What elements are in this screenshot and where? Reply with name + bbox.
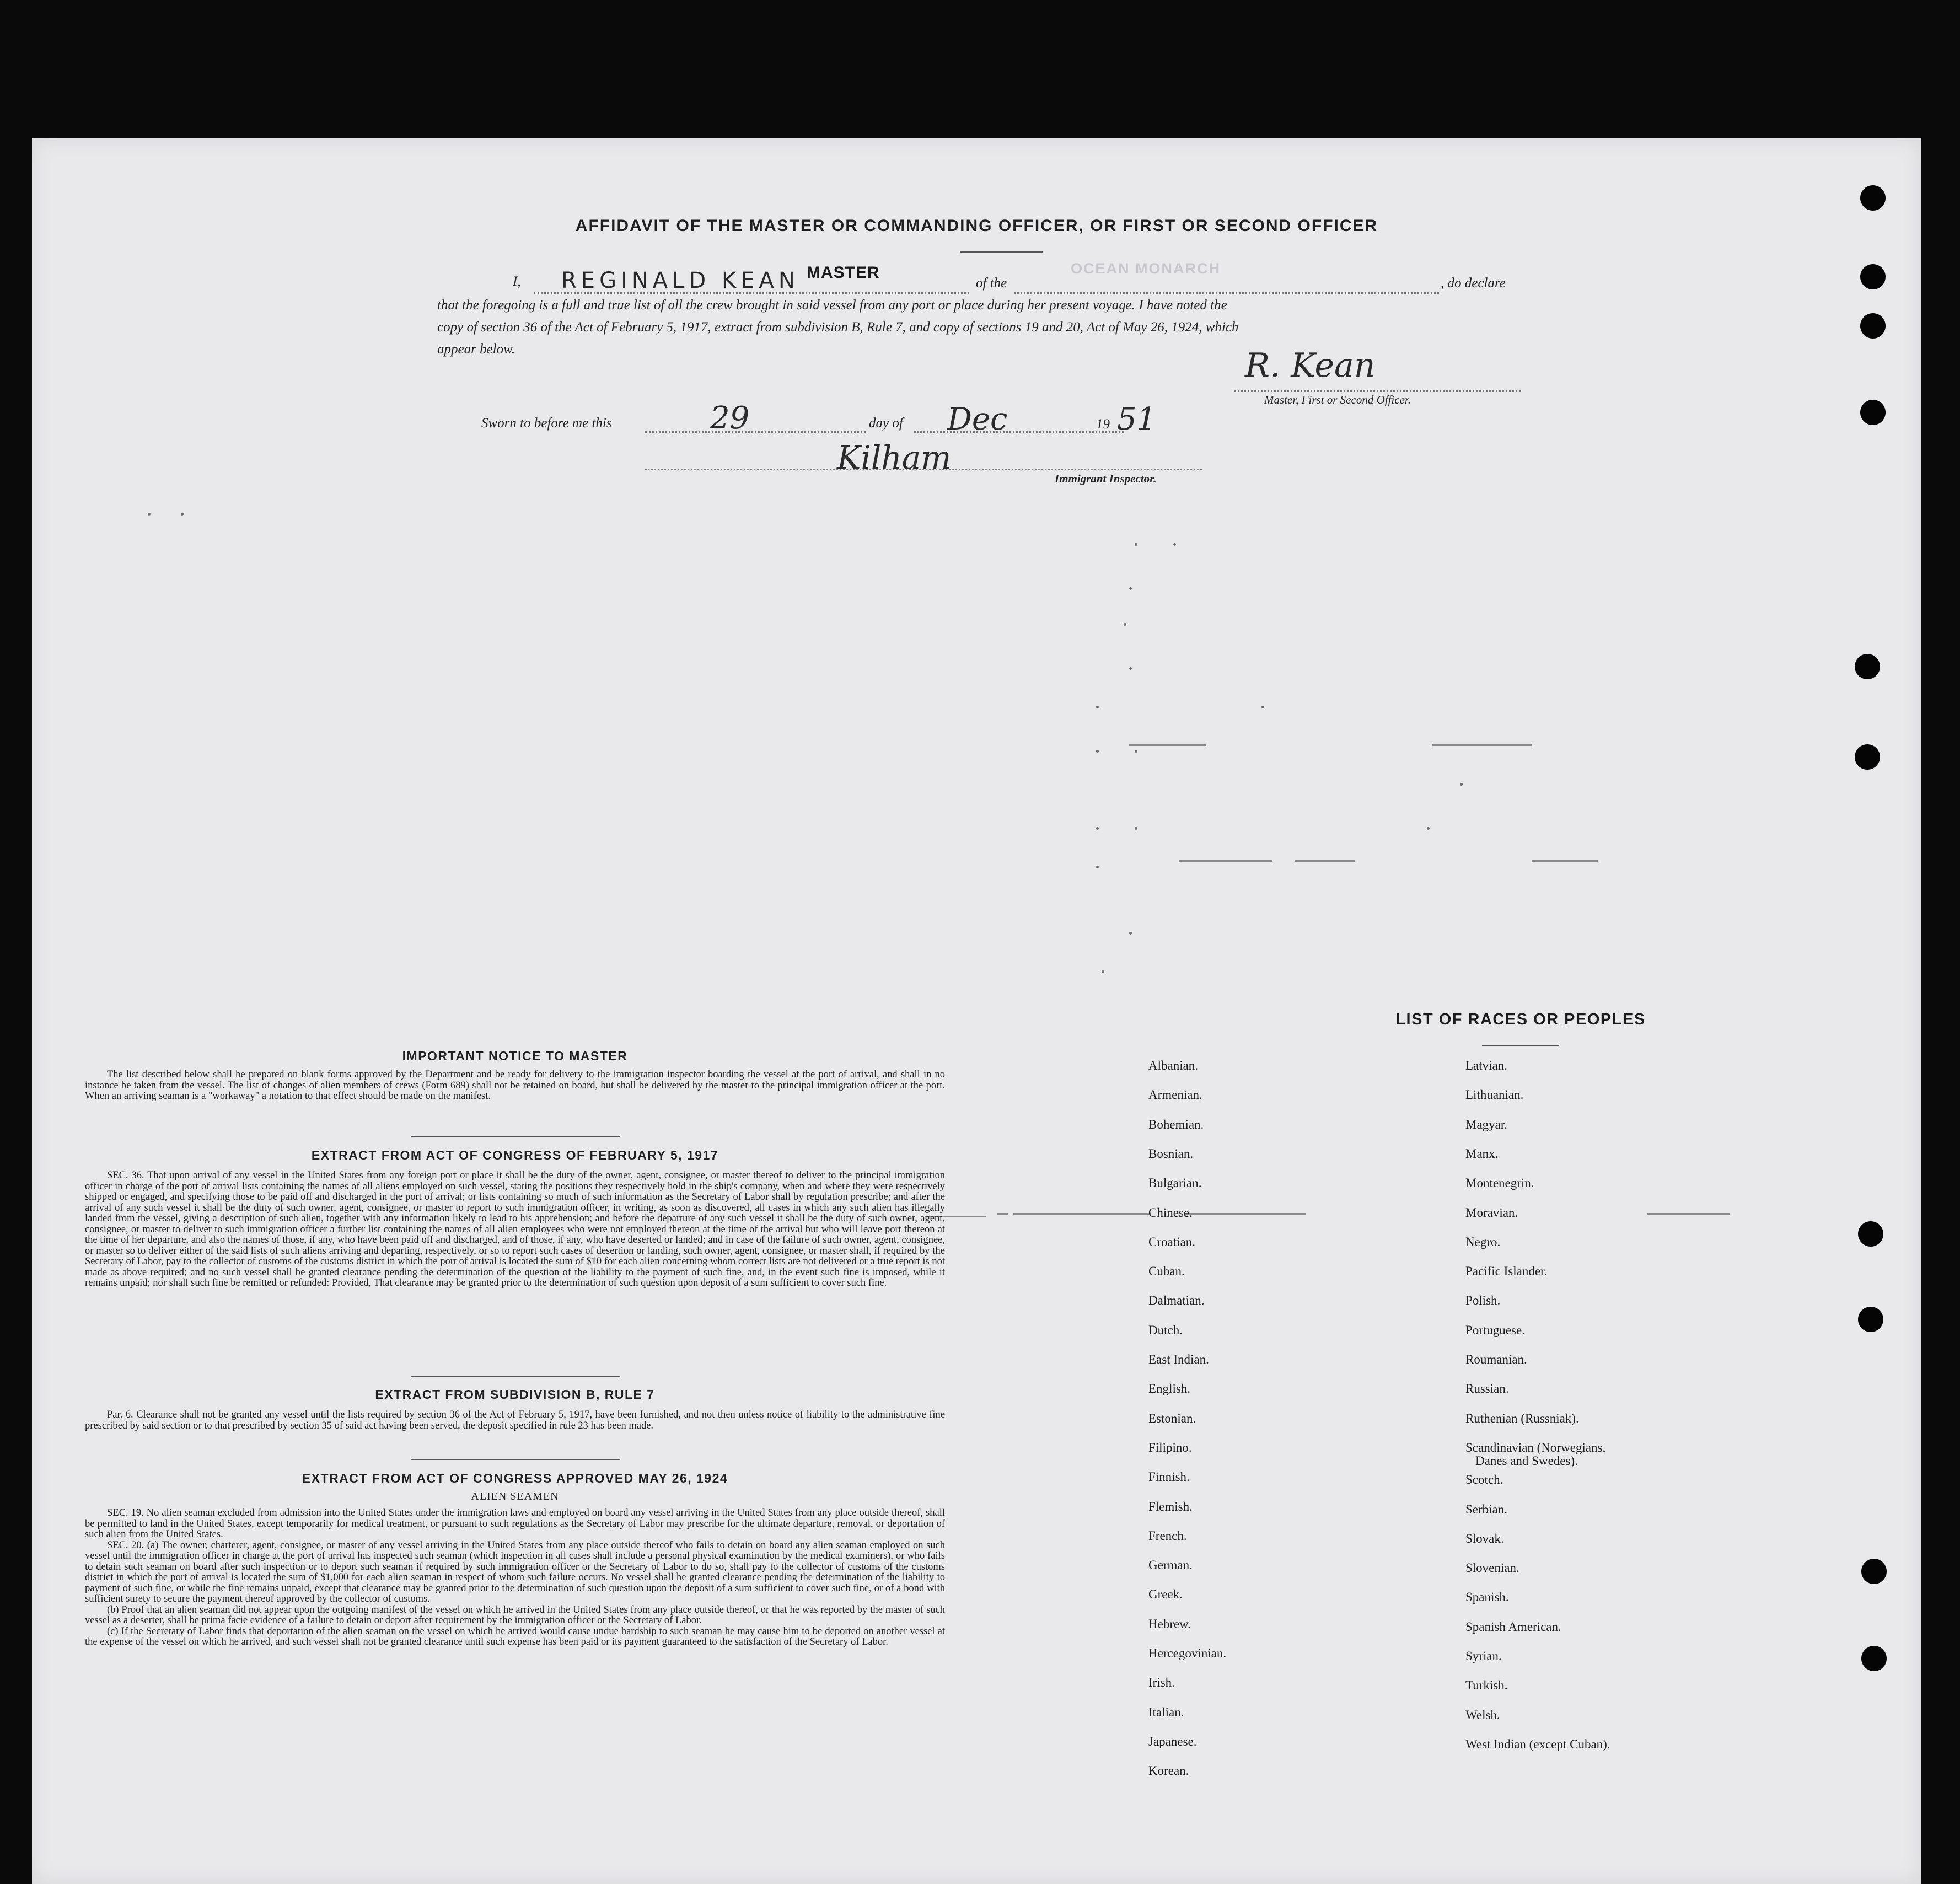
name-dotline	[534, 292, 969, 294]
punch-hole	[1860, 400, 1886, 425]
race-item: Manx.	[1465, 1146, 1499, 1161]
month-dotline	[914, 431, 1124, 433]
race-item: Serbian.	[1465, 1502, 1508, 1516]
bleed-dash	[1129, 744, 1206, 746]
race-item: Croatian.	[1148, 1234, 1195, 1249]
extract-rule7-title: EXTRACT FROM SUBDIVISION B, RULE 7	[375, 1387, 655, 1402]
extract-1924-text	[85, 1508, 945, 1648]
race-item: Dutch.	[1148, 1323, 1183, 1337]
year-prefix: 19	[1096, 417, 1110, 432]
year-suffix: 51	[1117, 401, 1157, 437]
speck	[148, 513, 151, 516]
signature-dotline	[1234, 390, 1521, 392]
affidavit-title: AFFIDAVIT OF THE MASTER OR COMMANDING OFFICER, OR FIRST OR SECOND OFFICER	[575, 217, 1378, 235]
race-item: Korean.	[1148, 1764, 1189, 1778]
bleed-dash	[997, 1213, 1008, 1215]
race-item: Scotch.	[1465, 1473, 1503, 1487]
race-item: Cuban.	[1148, 1264, 1185, 1279]
race-item: German.	[1148, 1558, 1193, 1572]
punch-hole	[1861, 1559, 1887, 1584]
race-item: Armenian.	[1148, 1088, 1202, 1102]
sec20b-paragraph: (b) Proof that an alien seaman did not appear upon the outgoing manifest of the vessel on which he arrived in the United States from any place outside thereof, or that he was reported by the master of such vessel as a deserter, shall be prima facie evidence of a failure to detain or deport after requirement by the immigration officer or the Secretary of Labor.	[85, 1604, 945, 1626]
bleed-dash	[1184, 1213, 1306, 1215]
notice-text	[85, 1070, 945, 1102]
race-item: Syrian.	[1465, 1649, 1502, 1663]
race-item: Irish.	[1148, 1676, 1175, 1690]
race-item: West Indian (except Cuban).	[1465, 1737, 1610, 1751]
speck	[1135, 543, 1137, 546]
race-item: Bohemian.	[1148, 1117, 1204, 1131]
race-item: Bulgarian.	[1148, 1176, 1202, 1190]
races-rule	[1482, 1045, 1559, 1046]
race-item: English.	[1148, 1382, 1191, 1396]
race-item: Scandinavian (Norwegians,	[1465, 1440, 1606, 1454]
day-dotline	[645, 431, 866, 433]
race-item: Greek.	[1148, 1587, 1183, 1602]
race-item: Negro.	[1465, 1234, 1501, 1249]
sworn-month: Dec	[947, 401, 1008, 437]
master-rank: MASTER	[807, 264, 880, 282]
affidavit-line2: that the foregoing is a full and true list of all the crew brought in said vessel from any port or place during her present voyage. I have noted the	[437, 298, 1227, 313]
punch-hole	[1861, 1646, 1887, 1671]
vessel-name: OCEAN MONARCH	[1071, 260, 1221, 277]
race-item: Turkish.	[1465, 1678, 1508, 1693]
race-item: Lithuanian.	[1465, 1088, 1524, 1102]
notice-paragraph: The list described below shall be prepared on blank forms approved by the Department and be ready for delivery to the immigration inspector boarding the vessel at the port of arrival, and shall in no instance be taken from the vessel. The list of changes of alien members of crews (Form 689) shall not be retained on board, but shall be delivered by the master to the principal immigration officer at the port. When an arriving seaman is a "workaway" a notation to that effect should be made on the manifest.	[85, 1069, 945, 1102]
race-item: Ruthenian (Russniak).	[1465, 1411, 1579, 1425]
race-item: East Indian.	[1148, 1352, 1209, 1366]
do-declare: , do declare	[1441, 276, 1506, 291]
extract-1924-title: EXTRACT FROM ACT OF CONGRESS APPROVED MAY 26, 1924	[302, 1471, 728, 1485]
race-item: French.	[1148, 1528, 1187, 1543]
sworn-day: 29	[710, 400, 750, 436]
race-item: Hebrew.	[1148, 1617, 1191, 1631]
bleed-dash	[1295, 860, 1355, 862]
punch-hole	[1858, 1221, 1883, 1247]
race-item: Estonian.	[1148, 1411, 1196, 1425]
punch-hole	[1860, 264, 1886, 289]
race-item: Finnish.	[1148, 1470, 1190, 1484]
master-name: REGINALD KEAN	[561, 268, 799, 293]
affidavit-line4: appear below.	[437, 342, 515, 357]
bleed-dash	[1432, 744, 1532, 746]
race-item: Slovenian.	[1465, 1561, 1519, 1575]
affidavit-i: I,	[513, 274, 521, 289]
punch-hole	[1860, 313, 1886, 339]
punch-hole	[1855, 654, 1880, 679]
sec20c-paragraph: (c) If the Secretary of Labor finds that deportation of the alien seaman on the vessel on which he arrived would cause undue hardship to such seaman he may cause him to be deported on another vessel at the expense of the vessel on which he arrived, and such vessel shall not be granted clearance until such expense has been paid or its payment guaranteed to the satisfaction of the Secretary of Labor.	[85, 1625, 945, 1647]
day-of-label: day of	[869, 416, 903, 431]
sworn-prefix: Sworn to before me this	[481, 416, 612, 431]
bleed-dash	[1647, 1213, 1730, 1215]
races-title: LIST OF RACES OR PEOPLES	[1395, 1011, 1646, 1028]
speck	[1096, 827, 1099, 830]
race-item: Spanish American.	[1465, 1619, 1561, 1634]
section-rule	[411, 1376, 620, 1377]
speck	[1096, 866, 1099, 868]
race-item: Hercegovinian.	[1148, 1646, 1227, 1660]
speck	[1129, 932, 1132, 935]
title-rule	[960, 251, 1043, 253]
master-signature: R. Kean	[1245, 346, 1376, 385]
punch-hole	[1860, 185, 1886, 211]
race-item: Spanish.	[1465, 1590, 1509, 1604]
alien-seamen-subtitle: ALIEN SEAMEN	[471, 1490, 559, 1502]
inspector-dotline	[645, 469, 1202, 470]
of-the-label: of the	[976, 276, 1007, 291]
section-rule	[411, 1459, 620, 1460]
signature-caption: Master, First or Second Officer.	[1264, 393, 1411, 406]
affidavit-line3: copy of section 36 of the Act of February 5, 1917, extract from subdivision B, Rule 7, and copy of sections 19 and 20, Act of May 26, 1924, which	[437, 320, 1239, 335]
race-item: Japanese.	[1148, 1734, 1197, 1748]
section-rule	[411, 1136, 620, 1137]
race-item: Slovak.	[1465, 1531, 1504, 1545]
race-item: Pacific Islander.	[1465, 1264, 1548, 1279]
speck	[1124, 623, 1126, 626]
speck	[1135, 827, 1137, 830]
speck	[1460, 783, 1463, 786]
bleed-dash	[1532, 860, 1598, 862]
race-item: Montenegrin.	[1465, 1176, 1534, 1190]
speck	[1096, 706, 1099, 708]
speck	[1129, 667, 1132, 670]
bleed-dash	[1013, 1213, 1151, 1215]
extract-1917-text	[85, 1171, 945, 1289]
race-item: Latvian.	[1465, 1059, 1507, 1072]
race-item: Flemish.	[1148, 1499, 1193, 1513]
extract-rule7-paragraph: Par. 6. Clearance shall not be granted any vessel until the lists required by section 36 of the Act of February 5, 1917, have been furnished, and not then unless notice of liability to the administrative fine prescribed by said section or to that prescribed by section 35 of said act having been served, the deposit specified in rule 23 has been made.	[85, 1409, 945, 1431]
sec19-paragraph: SEC. 19. No alien seaman excluded from admission into the United States under the immigration laws and employed on board any vessel arriving in the United States from any place outside thereof, shall be permitted to land in the United States, except temporarily for medical treatment, or pursuant to such regulations as the Secretary of Labor may prescribe for the ultimate departure, removal, or deportation of such alien from the United States.	[85, 1507, 945, 1540]
speck	[1261, 706, 1264, 708]
speck	[1135, 750, 1137, 753]
race-item: Albanian.	[1148, 1059, 1199, 1072]
speck	[1129, 587, 1132, 590]
extract-rule7-text	[85, 1410, 945, 1431]
race-item: Welsh.	[1465, 1708, 1500, 1722]
race-item: Russian.	[1465, 1382, 1509, 1396]
race-item: Filipino.	[1148, 1440, 1192, 1454]
race-item: Dalmatian.	[1148, 1293, 1205, 1308]
punch-hole	[1858, 1307, 1883, 1332]
bleed-dash	[1179, 860, 1272, 862]
punch-hole	[1855, 744, 1880, 770]
sec20a-paragraph: SEC. 20. (a) The owner, charterer, agent, consignee, or master of any vessel arriving in the United States from any place outside thereof who fails to detain on board any alien seaman employed on such vessel until the immigration officer in charge at the port of arrival has inspected such seaman (which inspection in all cases shall include a personal physical examination by the medical examiners), or who fails to detain such seaman on board after such inspection or to deport such seaman if required by such immigration officer or the Secretary of Labor to do so, shall pay to the collector of customs of the customs district in which the port of arrival is located the sum of $1,000 for each alien seaman in respect of whom such failure occurs. No vessel shall be granted clearance pending the determination of the liability to payment of such fine, or while the fine remains unpaid, except that clearance may be granted prior to the determination of such question upon the deposit of a sum sufficient to cover such fine, or of a bond with sufficient surety to secure the payment thereof approved by the collector of customs.	[85, 1539, 945, 1604]
race-item: Roumanian.	[1465, 1352, 1527, 1366]
race-item: Polish.	[1465, 1293, 1501, 1308]
manifest-sheet	[32, 138, 1921, 1884]
speck	[1173, 543, 1176, 546]
race-item: Portuguese.	[1465, 1323, 1525, 1337]
race-item: Bosnian.	[1148, 1146, 1194, 1161]
vessel-dotline	[1014, 292, 1439, 294]
race-item: Chinese.	[1148, 1205, 1193, 1220]
race-item: Italian.	[1148, 1705, 1184, 1719]
race-item: Magyar.	[1465, 1117, 1508, 1131]
race-item: Moravian.	[1465, 1205, 1518, 1220]
speck	[1102, 970, 1104, 973]
inspector-signature: Kilham	[837, 439, 952, 476]
extract-1917-paragraph: SEC. 36. That upon arrival of any vessel in the United States from any foreign port or place it shall be the duty of the owner, agent, consignee, or master thereof to deliver to the principal immigration officer in charge of the port of arrival lists containing the names of all aliens employed on such vessel, stating the positions they respectively hold in the ship's company, when and where they were respectively shipped or engaged, and specifying those to be paid off and discharged in the port of arrival; or lists containing so much of such information as the Secretary of Labor shall by regulation prescribe; and after the arrival of any such vessel it shall be the duty of such owner, agent, consignee, or master to report to such immigration officer, in writing, as soon as discovered, all cases in which any such alien has illegally landed from the vessel, giving a description of such alien, together with any information likely to lead to his apprehension; and before the departure of any such vessel it shall be the duty of such owner, agent, consignee, or master to deliver to such immigration officer a further list containing the names of all alien employees who were not employed thereon at the time of the arrival but who will leave port thereon at the time of her departure, and also the names of those, if any, who have been paid off and discharged, and of those, if any, who have deserted or landed; and in case of the failure of such owner, agent, consignee, or master so to deliver either of the said lists of such aliens arriving and departing, respectively, or so to report such cases of desertion or landing, such owner, agent, consignee, or master shall, if required by the Secretary of Labor, pay to the collector of customs of the customs district in which the port of arrival is located the sum of $10 for each alien concerning whom correct lists are not delivered or a true report is not made as above required; and no such vessel shall be granted clearance pending the determination of the question of the liability to the payment of such fine, and, in the event such fine is imposed, while it remains unpaid; nor shall such fine be remitted or refunded: Provided, That clearance may be granted prior to the determination of such question upon deposit of a sum sufficient to cover such fine.	[85, 1170, 945, 1289]
speck	[1096, 750, 1099, 753]
speck	[1427, 827, 1430, 830]
inspector-caption: Immigrant Inspector.	[1055, 472, 1157, 485]
extract-1917-title: EXTRACT FROM ACT OF CONGRESS OF FEBRUARY 5, 1917	[311, 1148, 719, 1162]
speck	[181, 513, 184, 516]
race-item: Danes and Swedes).	[1475, 1453, 1578, 1468]
notice-title: IMPORTANT NOTICE TO MASTER	[402, 1049, 628, 1063]
